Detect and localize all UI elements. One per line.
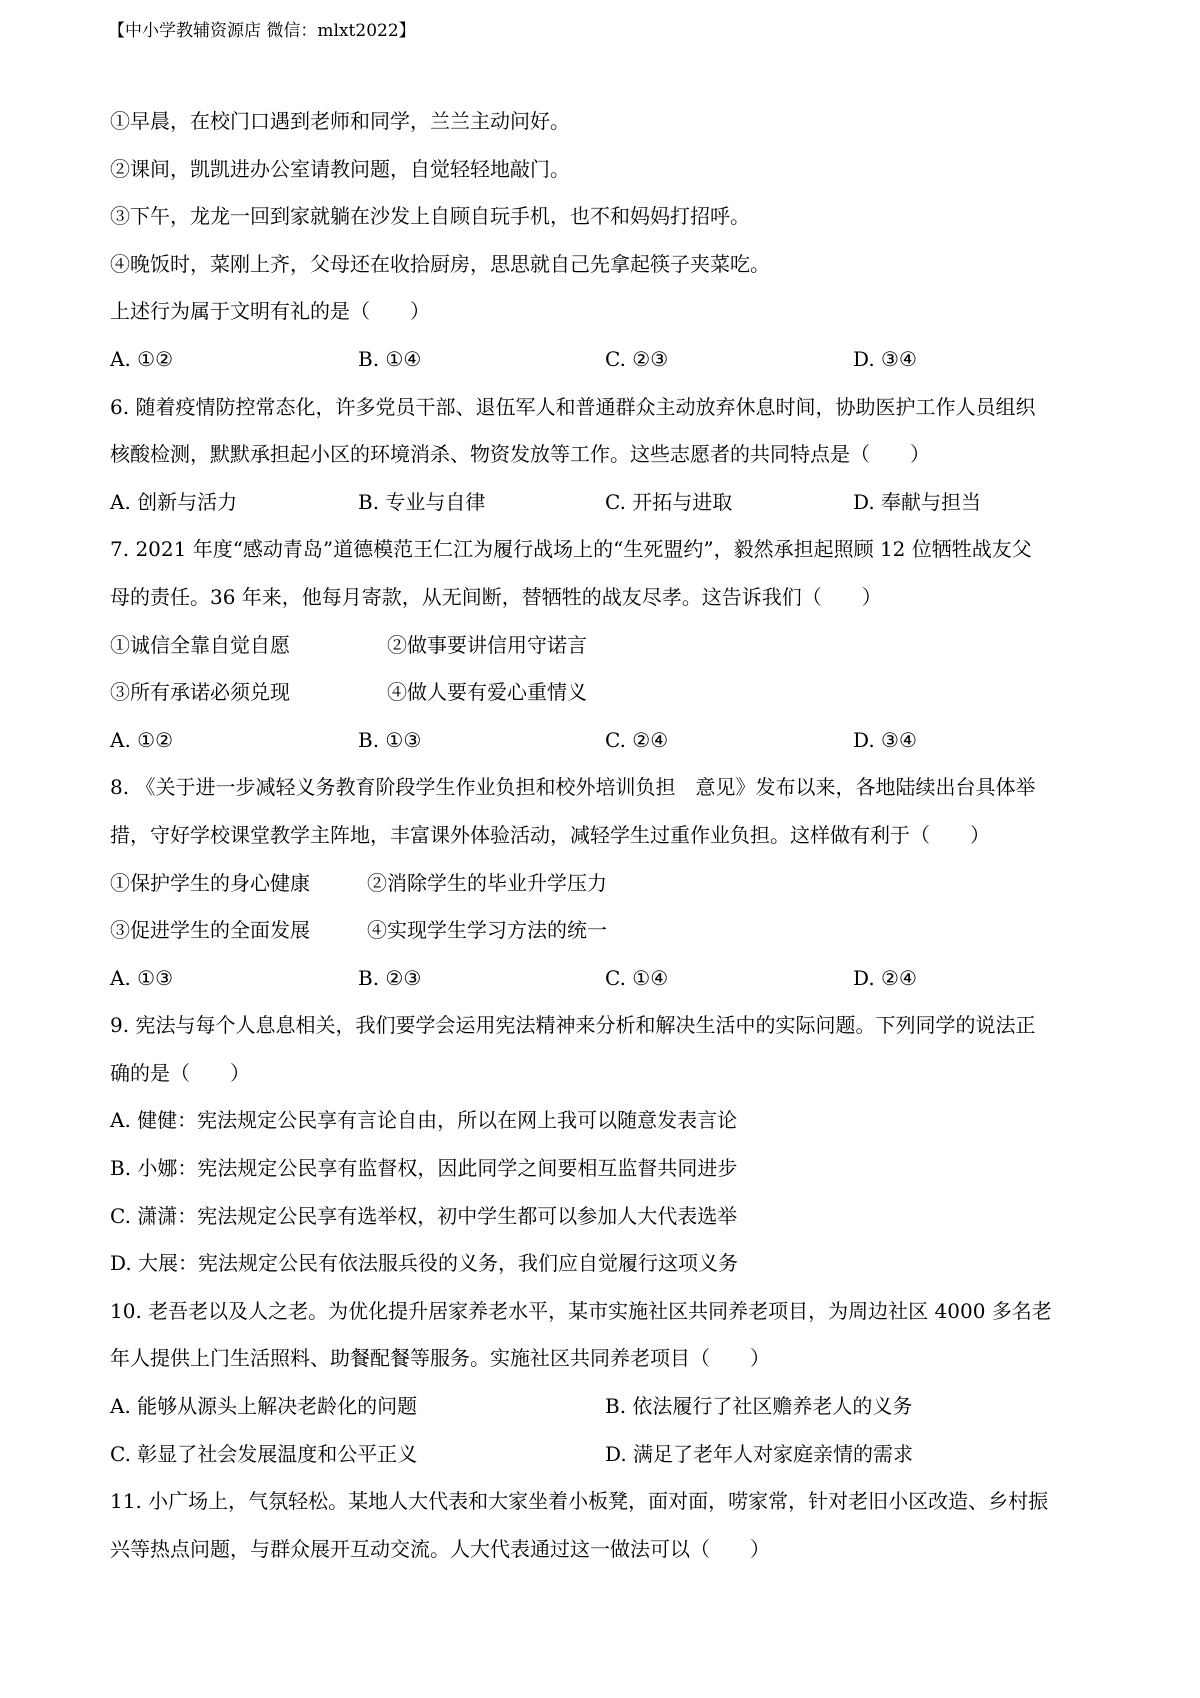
q7-points-row-1 [110, 622, 1100, 670]
q5-option-a: A. ①② [110, 346, 174, 371]
q9-option-c: C. 潇潇：宪法规定公民享有选举权，初中学生都可以参加人大代表选举 [110, 1203, 738, 1228]
q10-option-d: D. 满足了老年人对家庭亲情的需求 [605, 1441, 914, 1466]
q8-stem-line-2: 措，守好学校课堂教学主阵地，丰富课外体验活动，减轻学生过重作业负担。这样做有利于（ ） [110, 822, 990, 847]
q8-option-d: D. ②④ [853, 965, 917, 990]
q5-option-b: B. ①④ [358, 346, 422, 371]
q6-option-a: A. 创新与活力 [110, 489, 238, 514]
q7-option-d: D. ③④ [853, 727, 917, 752]
q8-options [110, 955, 1100, 1003]
q6-options [110, 479, 1100, 527]
q5-option-c: C. ②③ [605, 346, 669, 371]
q7-stem-line-1: 7. 2021 年度“感动青岛”道德模范王仁江为履行战场上的“生死盟约”，毅然承担起照顾 12 位牺牲战友父 [110, 537, 1032, 562]
q8-point-1: ①保护学生的身心健康 [110, 870, 310, 895]
q5-item-3: ③下午，龙龙一回到家就躺在沙发上自顾自玩手机，也不和妈妈打招呼。 [110, 204, 750, 229]
exam-content [110, 98, 1100, 1573]
q10-options-row-1 [110, 1383, 1100, 1431]
q5-options [110, 336, 1100, 384]
q7-options [110, 717, 1100, 765]
q8-point-3: ③促进学生的全面发展 [110, 918, 310, 943]
q5-prompt: 上述行为属于文明有礼的是（ ） [110, 299, 430, 324]
q9-stem-line-1: 9. 宪法与每个人息息相关，我们要学会运用宪法精神来分析和解决生活中的实际问题。下列同学的说法正 [110, 1013, 1036, 1038]
q7-point-1: ①诚信全靠自觉自愿 [110, 632, 290, 657]
q6-stem-line-2: 核酸检测，默默承担起小区的环境消杀、物资发放等工作。这些志愿者的共同特点是（ ） [110, 442, 930, 467]
q10-option-b: B. 依法履行了社区赡养老人的义务 [605, 1394, 913, 1419]
q7-option-b: B. ①③ [358, 727, 422, 752]
q6-option-c: C. 开拓与进取 [605, 489, 733, 514]
q9-stem-line-2: 确的是（ ） [110, 1060, 250, 1085]
q7-point-4: ④做人要有爱心重情义 [387, 680, 587, 705]
q6-stem-line-1: 6. 随着疫情防控常态化，许多党员干部、退伍军人和普通群众主动放弃休息时间，协助医护工作人员组织 [110, 394, 1036, 419]
q6-option-d: D. 奉献与担当 [853, 489, 982, 514]
q8-points-row-1 [110, 860, 1100, 908]
q8-option-c: C. ①④ [605, 965, 669, 990]
q7-point-2: ②做事要讲信用守诺言 [387, 632, 587, 657]
q9-option-b: B. 小娜：宪法规定公民享有监督权，因此同学之间要相互监督共同进步 [110, 1156, 738, 1181]
q8-stem-line-1: 8. 《关于进一步减轻义务教育阶段学生作业负担和校外培训负担 意见》发布以来，各地陆续出台具体举 [110, 775, 1036, 800]
q5-item-2: ②课间，凯凯进办公室请教问题，自觉轻轻地敲门。 [110, 156, 570, 181]
q10-stem-line-2: 年人提供上门生活照料、助餐配餐等服务。实施社区共同养老项目（ ） [110, 1346, 770, 1371]
q9-option-a: A. 健健：宪法规定公民享有言论自由，所以在网上我可以随意发表言论 [110, 1108, 738, 1133]
q8-option-b: B. ②③ [358, 965, 422, 990]
q7-option-a: A. ①② [110, 727, 174, 752]
q8-option-a: A. ①③ [110, 965, 174, 990]
q5-item-4: ④晚饭时，菜刚上齐，父母还在收拾厨房，思思就自己先拿起筷子夹菜吃。 [110, 251, 770, 276]
q8-point-4: ④实现学生学习方法的统一 [367, 918, 607, 943]
q7-option-c: C. ②④ [605, 727, 669, 752]
q7-stem-line-2: 母的责任。36 年来，他每月寄款，从无间断，替牺牲的战友尽孝。这告诉我们（ ） [110, 584, 882, 609]
q6-option-b: B. 专业与自律 [358, 489, 486, 514]
q10-stem-line-1: 10. 老吾老以及人之老。为优化提升居家养老水平，某市实施社区共同养老项目，为周边社区 4000 多名老 [110, 1298, 1052, 1323]
page-header-watermark: 【中小学教辅资源店 微信：mlxt2022】 [108, 21, 416, 41]
q10-option-a: A. 能够从源头上解决老龄化的问题 [110, 1394, 418, 1419]
q10-options-row-2 [110, 1431, 1100, 1479]
q5-option-d: D. ③④ [853, 346, 917, 371]
q11-stem-line-2: 兴等热点问题，与群众展开互动交流。人大代表通过这一做法可以（ ） [110, 1536, 770, 1561]
q8-point-2: ②消除学生的毕业升学压力 [367, 870, 607, 895]
q5-item-1: ①早晨，在校门口遇到老师和同学，兰兰主动问好。 [110, 109, 570, 133]
q7-point-3: ③所有承诺必须兑现 [110, 680, 290, 705]
q10-option-c: C. 彰显了社会发展温度和公平正义 [110, 1441, 418, 1466]
q11-stem-line-1: 11. 小广场上，气氛轻松。某地人大代表和大家坐着小板凳，面对面，唠家常，针对老旧小区改造、乡村振 [110, 1489, 1049, 1514]
q9-option-d: D. 大展：宪法规定公民有依法服兵役的义务，我们应自觉履行这项义务 [110, 1251, 739, 1276]
q7-points-row-2 [110, 669, 1100, 717]
q8-points-row-2 [110, 907, 1100, 955]
